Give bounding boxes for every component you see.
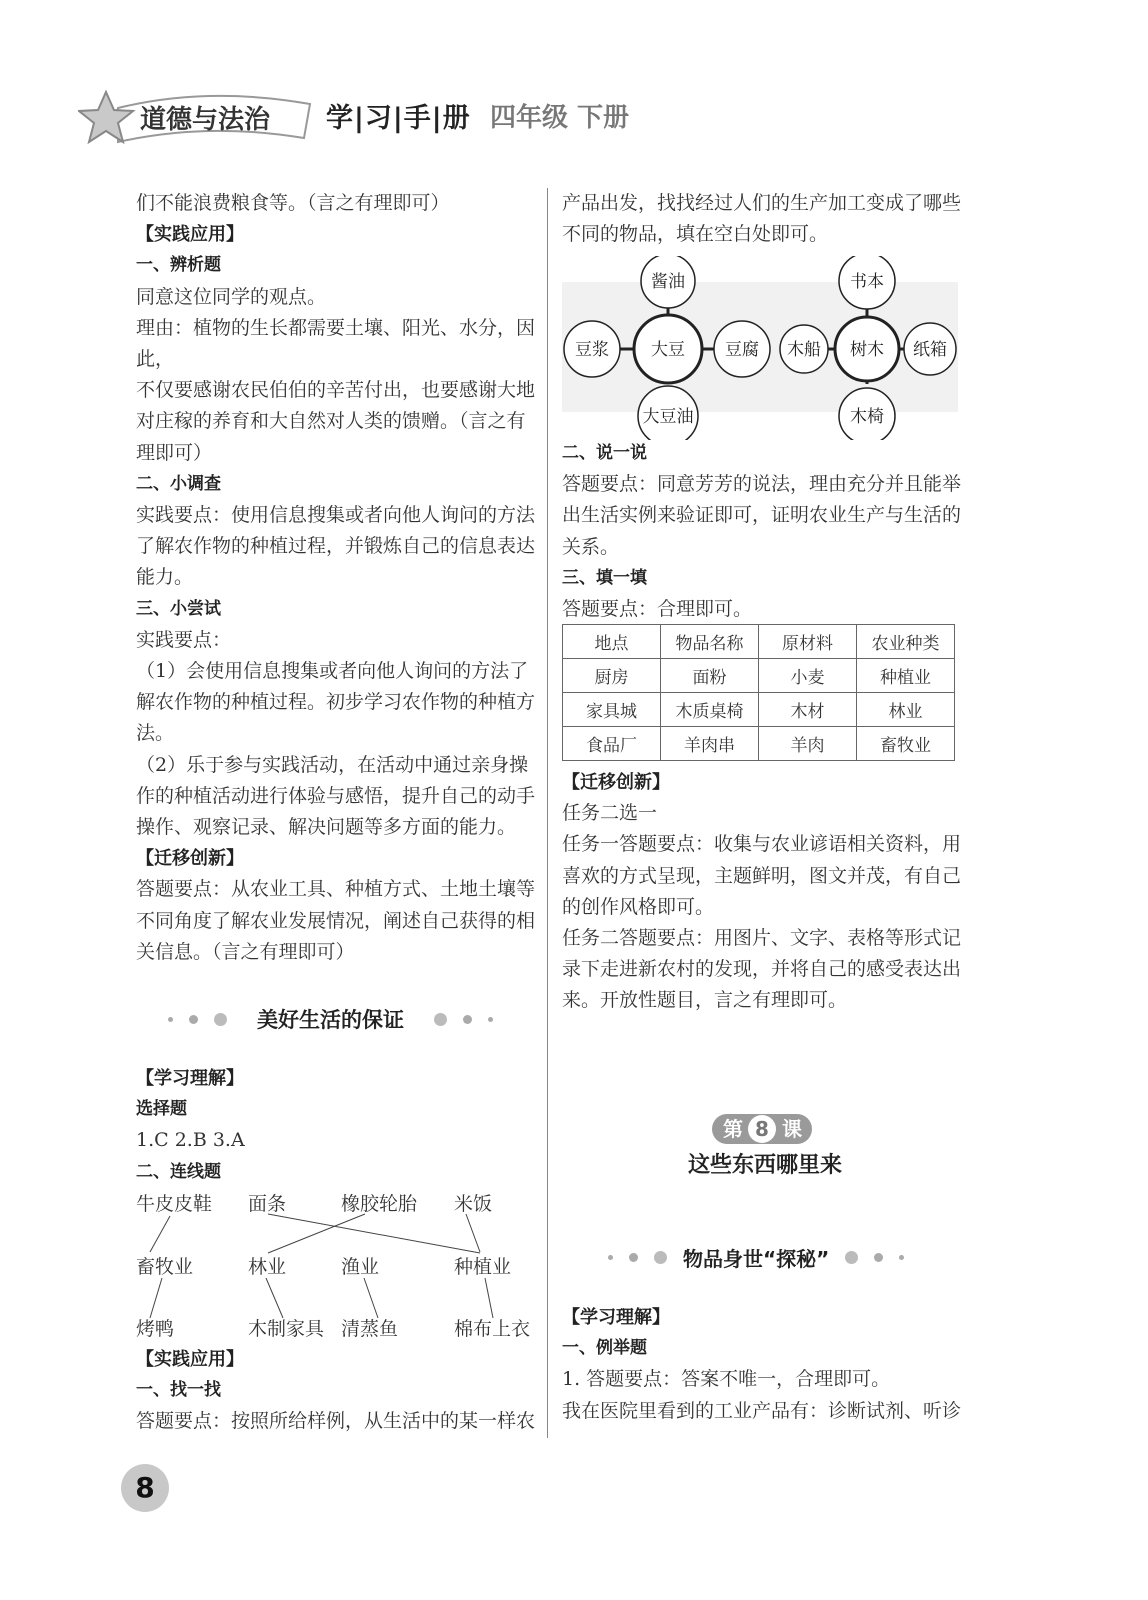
section-title-text: 物品身世“探秘” [683, 1247, 830, 1271]
right-column-bottom [562, 1302, 966, 1427]
transfer-line: 不同角度了解农业发展情况，阐述自己获得的相 [136, 909, 536, 932]
left-column-bottom [136, 1344, 540, 1438]
dot [899, 1255, 904, 1260]
product-diagrams [560, 256, 962, 440]
match-top-3: 橡胶轮胎 [341, 1193, 418, 1215]
q2-heading: 二、小调查 [136, 473, 221, 494]
match-mid-1: 畜牧业 [136, 1256, 194, 1278]
fill-heading: 三、填一填 [562, 567, 647, 588]
q3-line: 操作、观察记录、解决问题等多方面的能力。 [136, 816, 517, 839]
match-mid-4: 种植业 [454, 1256, 512, 1278]
d1-right: 豆腐 [725, 340, 759, 360]
q1-answer: 同意这位同学的观点。 [136, 285, 327, 308]
q2-line: 了解农作物的种植过程，并锻炼自己的信息表达 [136, 535, 536, 558]
transfer-line: 喜欢的方式呈现，主题鲜明，图文并茂，有自己 [562, 864, 962, 887]
d2-top: 书本 [850, 272, 884, 292]
dot [629, 1253, 638, 1262]
d1-bottom: 大豆油 [642, 407, 694, 427]
q3-line: 实践要点： [136, 628, 232, 651]
transfer-heading: 【迁移创新】 [136, 848, 244, 870]
q2-line: 实践要点：使用信息搜集或者向他人询问的方法 [136, 504, 536, 527]
q1-reason-line: 对庄稼的养育和大自然对人类的馈赠。（言之有 [136, 410, 526, 433]
match-line [266, 1278, 283, 1318]
q1-reason-line: 不仅要感谢农民伯伯的辛苦付出，也要感谢大地 [136, 379, 536, 402]
fill-note: 答题要点：合理即可。 [562, 598, 753, 621]
table-cell: 种植业 [857, 659, 955, 693]
match-line [466, 1214, 480, 1252]
match-bot-3: 清蒸鱼 [341, 1318, 399, 1340]
learn-heading: 【学习理解】 [136, 1068, 244, 1089]
table-row [563, 659, 955, 693]
practice-heading: 【实践应用】 [136, 224, 244, 246]
ex-line: 我在医院里看到的工业产品有：诊断试剂、听诊 [562, 1399, 962, 1422]
q3-line: （2）乐于参与实践活动，在活动中通过亲身操 [136, 753, 529, 776]
d2-bottom: 木椅 [850, 407, 884, 427]
match-bot-4: 棉布上衣 [454, 1318, 531, 1340]
d1-center: 大豆 [651, 340, 685, 360]
section-title-explore [600, 1243, 912, 1272]
match-line [485, 1278, 493, 1318]
transfer-line: 来。开放性题目，言之有理即可。 [562, 989, 848, 1012]
lesson-number: 8 [755, 1117, 769, 1141]
transfer-line: 关信息。（言之有理即可） [136, 940, 355, 963]
ex-heading: 一、例举题 [562, 1338, 647, 1359]
transfer-line: 的创作风格即可。 [562, 895, 715, 918]
match-mid-2: 林业 [248, 1256, 287, 1278]
lesson-badge [712, 1113, 812, 1145]
transfer-line: 任务二答题要点：用图片、文字、表格等形式记 [562, 927, 962, 950]
d2-right: 纸箱 [913, 340, 947, 360]
say-line: 关系。 [562, 535, 620, 558]
match-top-2: 面条 [248, 1193, 287, 1215]
lesson-ke: 课 [782, 1117, 802, 1141]
table-cell: 木质桌椅 [661, 693, 759, 727]
match-top-4: 米饭 [454, 1193, 493, 1215]
q3-line: （1）会使用信息搜集或者向他人询问的方法了 [136, 660, 529, 683]
text-line: 不同的物品，填在空白处即可。 [562, 223, 829, 246]
q1-reason-line: 理由：植物的生长都需要土壤、阳光、水分，因此， [136, 316, 536, 371]
dot [654, 1251, 667, 1264]
table-row [563, 727, 955, 761]
learn-heading: 【学习理解】 [562, 1307, 670, 1328]
match-line [268, 1214, 480, 1253]
table-cell: 木材 [759, 693, 857, 727]
dot [874, 1253, 883, 1262]
match-line [268, 1214, 365, 1253]
d2-left: 木船 [787, 340, 821, 360]
q3-line: 法。 [136, 722, 175, 745]
dot [608, 1255, 613, 1260]
right-column-top [562, 188, 966, 250]
match-line [364, 1278, 378, 1318]
table-cell: 畜牧业 [857, 727, 955, 761]
lesson-title: 这些东西哪里来 [687, 1153, 842, 1178]
match-mid-3: 渔业 [341, 1256, 380, 1278]
q3-line: 作的种植活动进行体验与感悟，提升自己的动手 [136, 784, 536, 807]
q1-heading: 一、辨析题 [136, 255, 221, 276]
book-title: 学|习|手|册 [326, 103, 471, 134]
table-cell: 食品厂 [563, 727, 661, 761]
find-line: 答题要点：按照所给样例，从生活中的某一样农 [136, 1410, 536, 1433]
d1-left: 豆浆 [575, 340, 609, 360]
subject-title: 道德与法治 [140, 105, 271, 135]
table-cell: 羊肉 [759, 727, 857, 761]
choice-heading: 选择题 [136, 1099, 187, 1120]
q2-line: 能力。 [136, 566, 194, 589]
match-line [150, 1216, 170, 1252]
fill-table [562, 624, 955, 761]
ex-line: 1. 答题要点：答案不唯一，合理即可。 [562, 1368, 891, 1391]
right-column-transfer [562, 767, 966, 1017]
section-title-text: 美好生活的保证 [257, 1008, 404, 1032]
match-bot-2: 木制家具 [248, 1318, 325, 1340]
find-heading: 一、找一找 [136, 1380, 221, 1401]
d2-center: 树木 [850, 340, 884, 360]
table-header-cell: 农业种类 [857, 625, 955, 659]
d1-top: 酱油 [651, 272, 685, 292]
page-number: 8 [121, 1464, 169, 1512]
transfer-heading: 【迁移创新】 [562, 772, 670, 793]
table-cell: 羊肉串 [661, 727, 759, 761]
table-row [563, 625, 955, 659]
match-heading: 二、连线题 [136, 1161, 221, 1182]
table-row [563, 693, 955, 727]
q1-reason-line: 理即可） [136, 441, 213, 464]
match-bot-1: 烤鸭 [136, 1318, 175, 1340]
transfer-line: 录下走进新农村的发现，并将自己的感受表达出 [562, 958, 962, 981]
q3-heading: 三、小尝试 [136, 598, 221, 619]
table-header-cell: 物品名称 [661, 625, 759, 659]
grade-label: 四年级 下册 [490, 103, 630, 133]
say-line: 出生活实例来验证即可，证明农业生产与生活的 [562, 504, 962, 527]
choice-answers: 1.C 2.B 3.A [136, 1129, 245, 1152]
right-column-mid [562, 438, 966, 625]
table-cell: 家具城 [563, 693, 661, 727]
say-line: 答题要点：同意芳芳的说法，理由充分并且能举 [562, 473, 962, 496]
match-line [150, 1278, 162, 1318]
lesson-di: 第 [723, 1117, 743, 1141]
table-cell: 小麦 [759, 659, 857, 693]
table-header-cell: 地点 [563, 625, 661, 659]
transfer-line: 任务一答题要点：收集与农业谚语相关资料，用 [562, 833, 962, 856]
text-line: 产品出发，找找经过人们的生产加工变成了哪些 [562, 192, 962, 214]
say-heading: 二、说一说 [562, 443, 647, 463]
text-line: 们不能浪费粮食等。（言之有理即可） [136, 192, 450, 214]
table-header-cell: 原材料 [759, 625, 857, 659]
table-cell: 面粉 [661, 659, 759, 693]
transfer-line: 任务二选一 [562, 802, 658, 825]
dot [845, 1251, 858, 1264]
q3-line: 解农作物的种植过程。初步学习农作物的种植方 [136, 691, 536, 714]
transfer-line: 答题要点：从农业工具、种植方式、土地土壤等 [136, 878, 536, 901]
table-cell: 林业 [857, 693, 955, 727]
practice2-heading: 【实践应用】 [136, 1349, 244, 1370]
table-cell: 厨房 [563, 659, 661, 693]
match-top-1: 牛皮皮鞋 [136, 1193, 213, 1215]
